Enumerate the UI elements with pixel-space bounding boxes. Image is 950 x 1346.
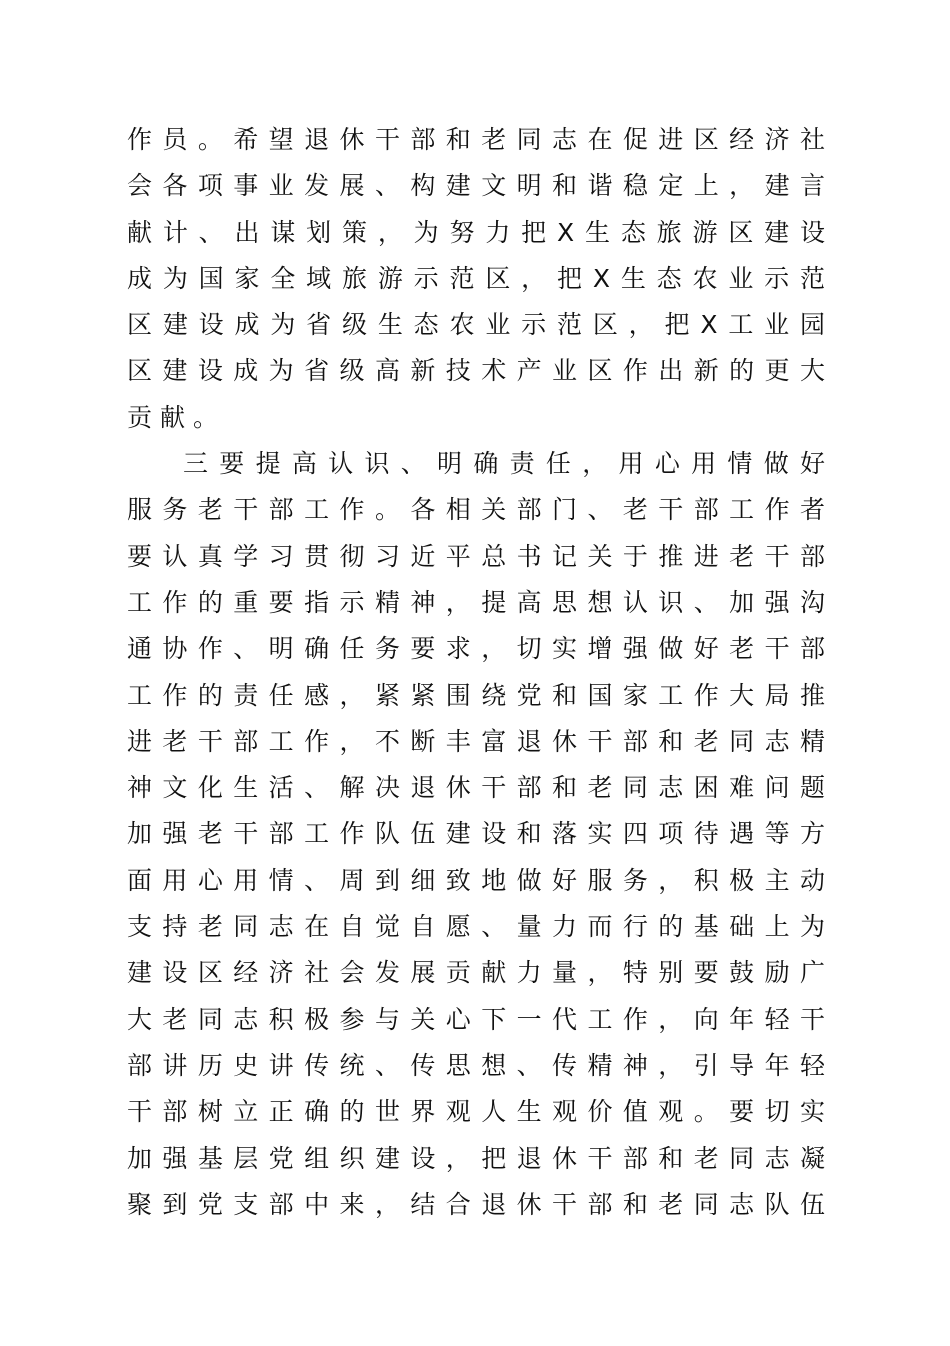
text-line: 工作的责任感，紧紧围绕党和国家工作大局推: [127, 680, 825, 710]
text-line: 会各项事业发展、构建文明和谐稳定上，建言: [127, 171, 825, 201]
text-line: 部讲历史讲传统、传思想、传精神，引导年轻: [127, 1050, 825, 1080]
text-line: 区建设成为省级高新技术产业区作出新的更大: [127, 356, 825, 386]
text-line: 献计、出谋划策，为努力把X生态旅游区建设: [127, 217, 825, 247]
text-line: 要认真学习贯彻习近平总书记关于推进老干部: [127, 541, 825, 571]
text-line: 大老同志积极参与关心下一代工作，向年轻干: [127, 1004, 825, 1034]
text-line: 三要提高认识、明确责任，用心用情做好: [183, 449, 825, 479]
text-line: 工作的重要指示精神，提高思想认识、加强沟: [127, 587, 825, 617]
text-line: 加强老干部工作队伍建设和落实四项待遇等方: [127, 819, 825, 849]
text-line: 聚到党支部中来，结合退休干部和老同志队伍: [127, 1189, 825, 1219]
text-line: 服务老干部工作。各相关部门、老干部工作者: [127, 495, 825, 525]
text-line: 神文化生活、解决退休干部和老同志困难问题: [127, 773, 825, 803]
text-line: 作员。希望退休干部和老同志在促进区经济社: [127, 125, 825, 154]
text-line: 贡献。: [127, 402, 227, 432]
body-text: [127, 117, 825, 1228]
text-line: 建设区经济社会发展贡献力量，特别要鼓励广: [127, 958, 825, 988]
text-line: 干部树立正确的世界观人生观价值观。要切实: [127, 1097, 825, 1127]
text-line: 通协作、明确任务要求，切实增强做好老干部: [127, 634, 825, 664]
text-line: 区建设成为省级生态农业示范区，把X工业园: [127, 310, 825, 340]
text-line: 进老干部工作，不断丰富退休干部和老同志精: [127, 726, 825, 756]
text-line: 成为国家全域旅游示范区，把X生态农业示范: [127, 263, 825, 293]
text-line: 面用心用情、周到细致地做好服务，积极主动: [127, 865, 825, 895]
text-line: 支持老同志在自觉自愿、量力而行的基础上为: [127, 912, 825, 942]
text-line: 加强基层党组织建设，把退休干部和老同志凝: [127, 1143, 825, 1173]
